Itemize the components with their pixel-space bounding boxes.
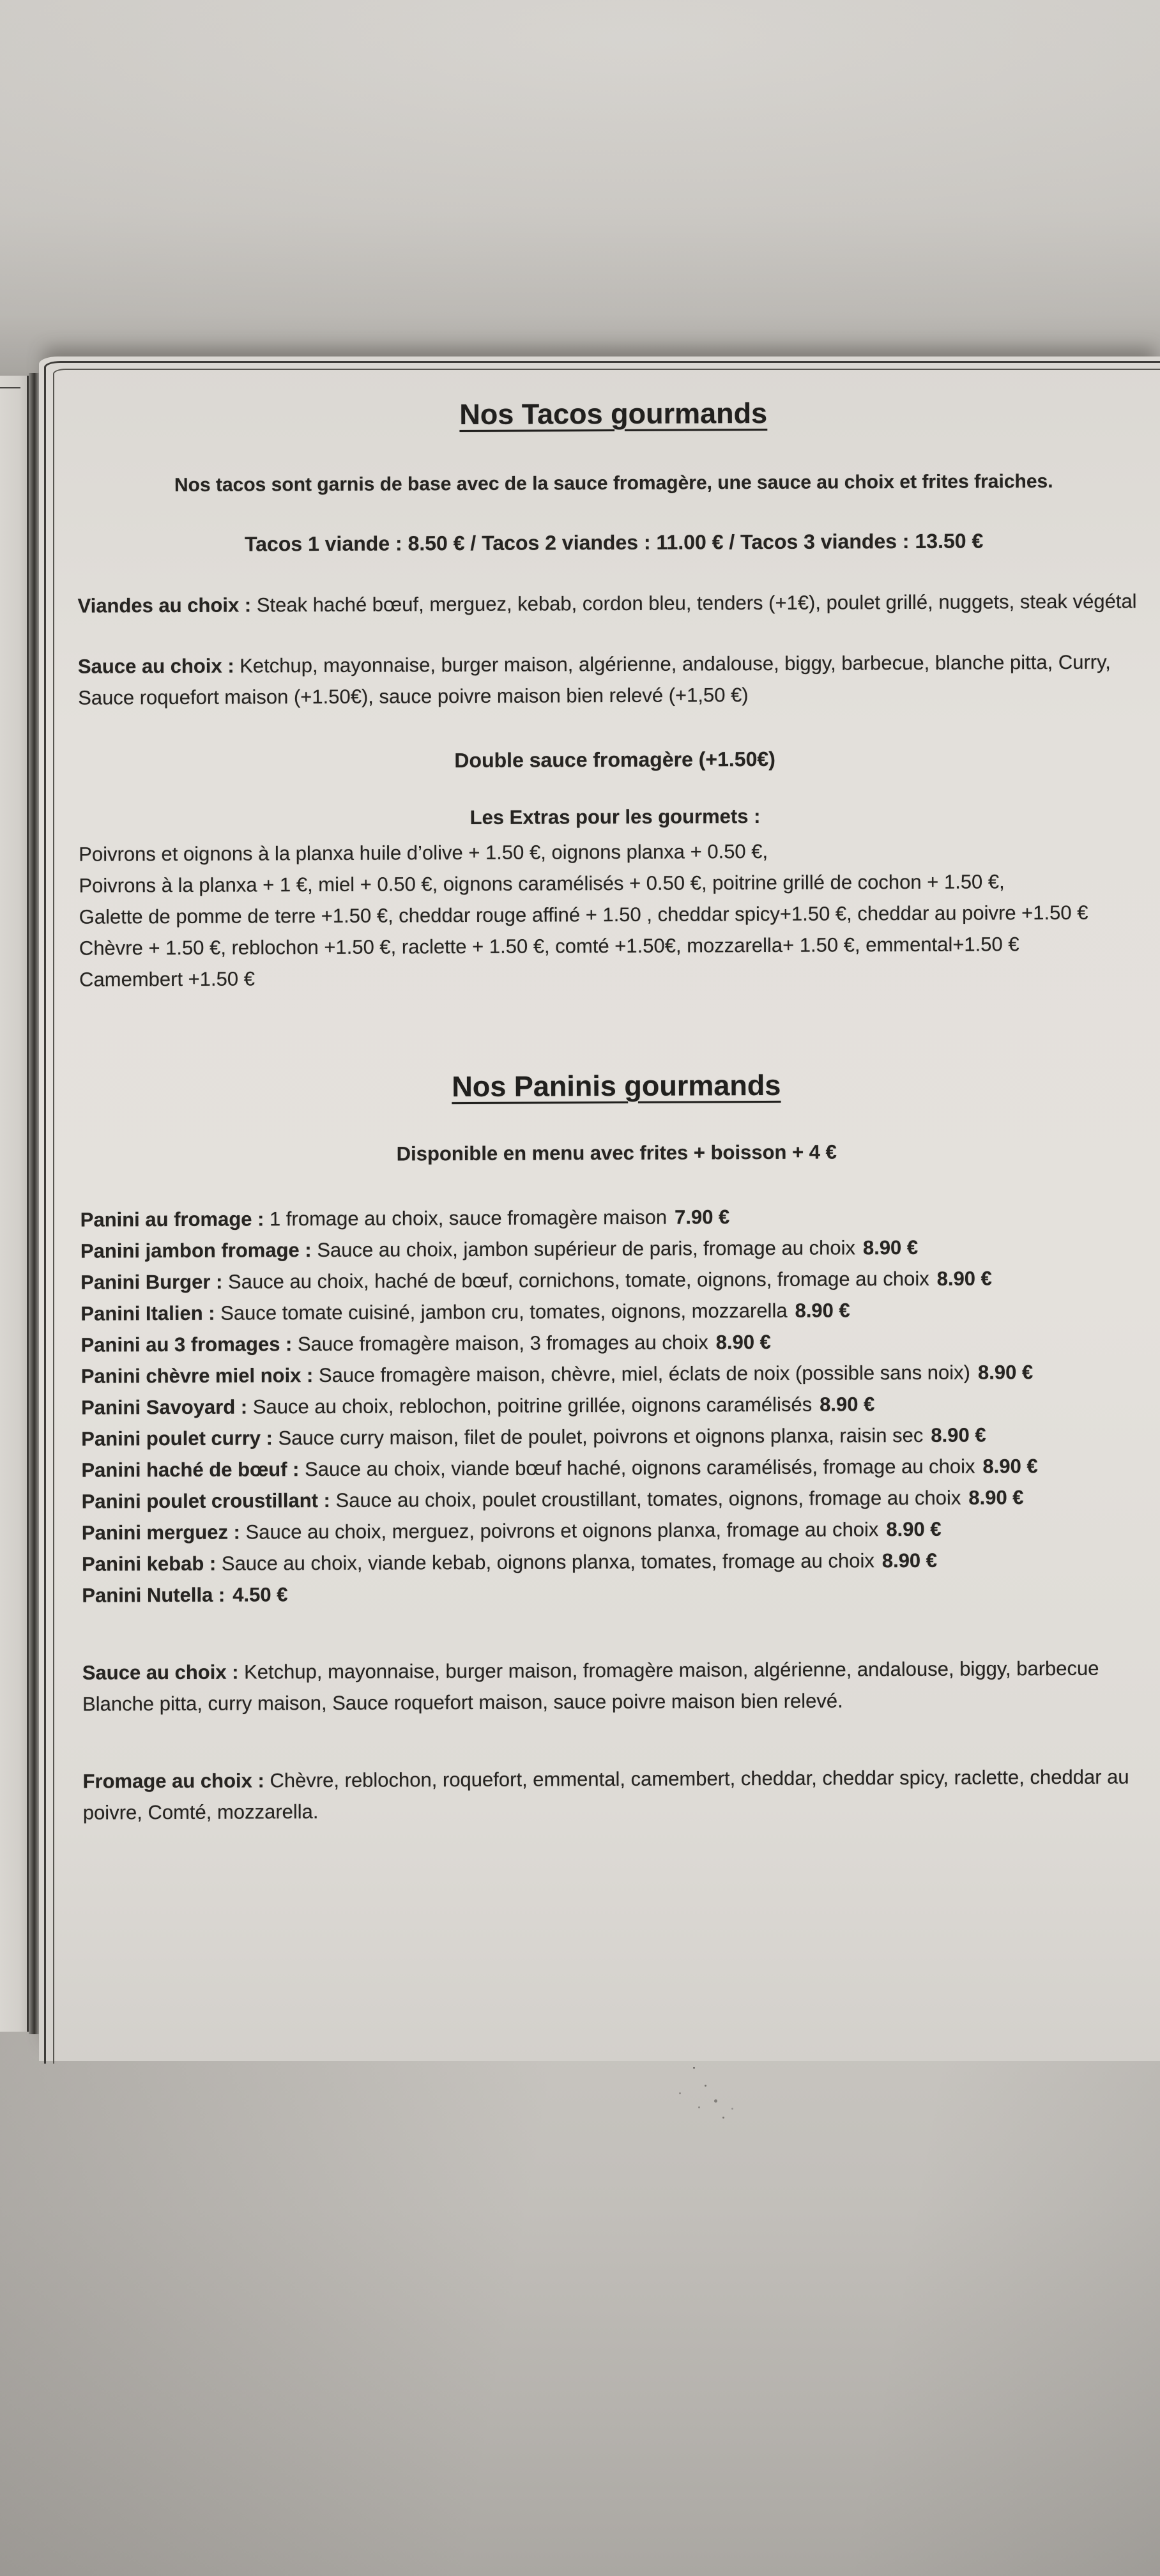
sauce-note-label: Sauce au choix : xyxy=(82,1660,239,1684)
panini-name: Panini Savoyard : xyxy=(80,1395,248,1419)
fromage-note xyxy=(82,1761,1156,1828)
spine-gutter xyxy=(29,373,39,2034)
panini-price: 8.90 € xyxy=(886,1517,942,1541)
panini-name: Panini poulet croustillant : xyxy=(81,1489,330,1513)
panini-price: 8.90 € xyxy=(715,1330,771,1354)
panini-description: Sauce au choix, merguez, poivrons et oignons planxa, fromage au choix xyxy=(240,1518,879,1544)
panini-price: 4.50 € xyxy=(233,1583,288,1606)
panini-name: Panini Nutella : xyxy=(82,1583,225,1607)
panini-description: Sauce au choix, reblochon, poitrine grillée, oignons caramélisés xyxy=(247,1393,813,1418)
panini-price: 8.90 € xyxy=(881,1549,938,1572)
panini-price: 8.90 € xyxy=(977,1361,1034,1384)
panini-name: Panini Italien : xyxy=(80,1301,215,1325)
surface-specks xyxy=(693,2067,695,2069)
tacos-subtitle: Nos tacos sont garnis de base avec de la sauce fromagère, une sauce au choix et frites fraiches. xyxy=(174,471,1053,496)
panini-description: Sauce fromagère maison, 3 fromages au choix xyxy=(292,1331,708,1356)
panini-description: Sauce au choix, viande kebab, oignons planxa, tomates, fromage au choix xyxy=(216,1549,874,1575)
fromage-note-label: Fromage au choix : xyxy=(82,1769,264,1793)
panini-item xyxy=(80,1262,1154,1298)
panini-item xyxy=(81,1450,1154,1485)
sauces-text: Ketchup, mayonnaise, burger maison, algérienne, andalouse, biggy, barbecue, blanche pitta, Curry, Sauce roquefort maison (+1.50€), sauce poivre maison bien relevé (+1,50 €) xyxy=(78,650,1111,709)
panini-item xyxy=(80,1199,1154,1235)
extras-line: Poivrons à la planxa + 1 €, miel + 0.50 €, oignons caramélisés + 0.50 €, poitrine grillé de cochon + 1.50 €, xyxy=(79,870,1005,897)
sauces-paragraph xyxy=(78,646,1151,713)
paninis-title: Nos Paninis gourmands xyxy=(452,1068,781,1103)
panini-name: Panini merguez : xyxy=(81,1521,240,1544)
double-sauce-line: Double sauce fromagère (+1.50€) xyxy=(454,747,775,772)
panini-item xyxy=(82,1575,1155,1611)
panini-name: Panini au fromage : xyxy=(80,1208,264,1231)
panini-price: 7.90 € xyxy=(674,1206,730,1229)
panini-description: Sauce au choix, poulet croustillant, tomates, oignons, fromage au choix xyxy=(330,1486,961,1512)
extras-line: Galette de pomme de terre +1.50 €, cheddar rouge affiné + 1.50 , cheddar spicy+1.50 €, cheddar au poivre +1.50 € xyxy=(79,901,1088,928)
extras-list xyxy=(79,834,1152,995)
panini-item xyxy=(80,1293,1154,1329)
panini-description: Sauce au choix, jambon supérieur de paris, fromage au choix xyxy=(311,1236,855,1262)
table-surface xyxy=(0,2012,1160,2576)
panini-price: 8.90 € xyxy=(936,1267,992,1290)
panini-description: Sauce tomate cuisiné, jambon cru, tomates, oignons, mozzarella xyxy=(215,1299,788,1324)
paninis-subtitle: Disponible en menu avec frites + boisson + 4 € xyxy=(396,1140,837,1165)
panini-item xyxy=(81,1387,1154,1423)
panini-description: Sauce au choix, viande bœuf haché, oignons caramélisés, fromage au choix xyxy=(299,1455,975,1481)
panini-description: Sauce curry maison, filet de poulet, poivrons et oignons planxa, raisin sec xyxy=(272,1423,924,1450)
menu-page xyxy=(39,356,1160,2061)
panini-description: Sauce au choix, haché de bœuf, cornichons, tomate, oignons, fromage au choix xyxy=(222,1267,929,1293)
panini-item xyxy=(82,1512,1155,1548)
facing-page-edge xyxy=(0,376,29,2032)
menu-content xyxy=(77,394,1156,1828)
panini-price: 8.90 € xyxy=(968,1486,1024,1509)
panini-price: 8.90 € xyxy=(795,1299,850,1322)
panini-name: Panini au 3 fromages : xyxy=(80,1333,293,1356)
panini-item xyxy=(80,1324,1154,1360)
sauces-label: Sauce au choix : xyxy=(77,654,234,678)
panini-price: 8.90 € xyxy=(931,1423,986,1446)
panini-item xyxy=(81,1356,1154,1392)
extras-line: Poivrons et oignons à la planxa huile d’olive + 1.50 €, oignons planxa + 0.50 €, xyxy=(79,839,768,866)
tacos-prices-line: Tacos 1 viande : 8.50 € / Tacos 2 viandes : 11.00 € / Tacos 3 viandes : 13.50 € xyxy=(244,529,984,556)
wall-background xyxy=(0,0,1160,383)
panini-name: Panini poulet curry : xyxy=(81,1427,273,1450)
tacos-title: Nos Tacos gourmands xyxy=(459,396,768,431)
viandes-label: Viandes au choix : xyxy=(77,594,252,617)
panini-name: Panini haché de bœuf : xyxy=(81,1458,300,1482)
extras-line: Chèvre + 1.50 €, reblochon +1.50 €, raclette + 1.50 €, comté +1.50€, mozzarella+ 1.50 €, emmental+1.50 € xyxy=(79,933,1019,960)
panini-description: Sauce fromagère maison, chèvre, miel, éclats de noix (possible sans noix) xyxy=(313,1361,971,1387)
panini-name: Panini kebab : xyxy=(82,1552,217,1575)
viandes-text: Steak haché bœuf, merguez, kebab, cordon bleu, tenders (+1€), poulet grillé, nuggets, steak végétal xyxy=(251,590,1137,617)
panini-name: Panini Burger : xyxy=(80,1270,223,1294)
panini-price: 8.90 € xyxy=(820,1393,875,1416)
extras-line: Camembert +1.50 € xyxy=(79,967,256,991)
panini-item xyxy=(81,1418,1154,1454)
panini-item xyxy=(80,1230,1154,1266)
fromage-note-text: Chèvre, reblochon, roquefort, emmental, camembert, cheddar, cheddar spicy, raclette, cheddar au poivre, Comté, mozzarella. xyxy=(82,1765,1129,1824)
viandes-paragraph xyxy=(77,585,1150,621)
panini-description: 1 fromage au choix, sauce fromagère maison xyxy=(264,1206,668,1230)
sauce-note-text: Ketchup, mayonnaise, burger maison, fromagère maison, algérienne, andalouse, biggy, barbecue Blanche pitta, curry maison, Sauce roquefort maison, sauce poivre maison bien relevé. xyxy=(82,1657,1099,1715)
panini-price: 8.90 € xyxy=(862,1236,919,1259)
panini-item xyxy=(82,1481,1155,1517)
panini-name: Panini chèvre miel noix : xyxy=(80,1364,314,1388)
extras-title: Les Extras pour les gourmets : xyxy=(469,805,761,829)
panini-item xyxy=(82,1544,1155,1579)
panini-name: Panini jambon fromage : xyxy=(80,1239,312,1262)
panini-list xyxy=(80,1199,1156,1611)
sauce-note xyxy=(82,1652,1156,1719)
panini-price: 8.90 € xyxy=(982,1455,1038,1478)
